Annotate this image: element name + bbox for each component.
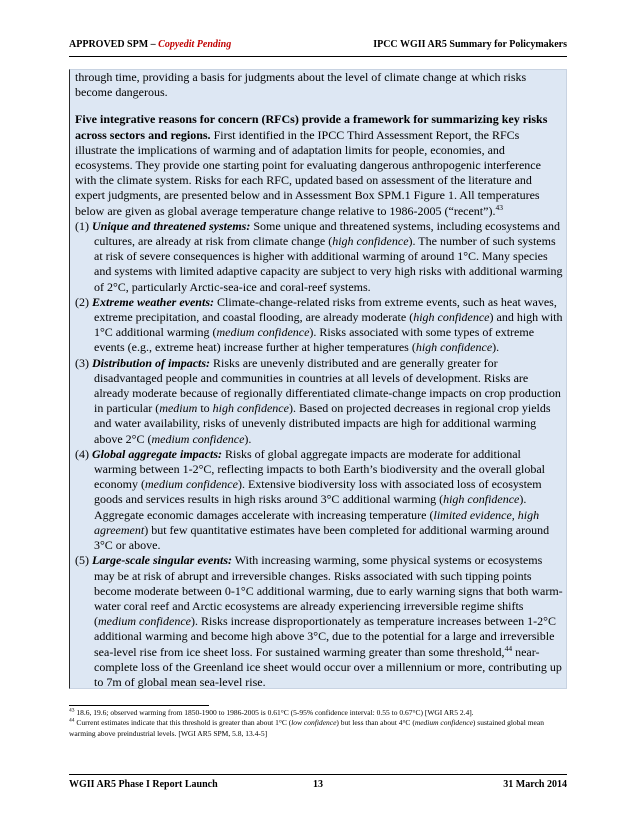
item-number: (1) xyxy=(75,218,92,233)
confidence-label: high confidence xyxy=(413,310,490,325)
rfc-item-4 xyxy=(75,447,563,553)
item-title: Global aggregate impacts: xyxy=(92,446,222,461)
footnote-ref-44[interactable]: 44 xyxy=(504,643,513,653)
confidence-label: medium xyxy=(159,401,198,416)
rfc-item-2 xyxy=(75,295,563,356)
confidence-label: limited evidence, high agreement xyxy=(94,507,540,537)
intro-continuation: through time, providing a basis for judgments about the level of climate change at which risks become dangerous. xyxy=(75,70,527,100)
confidence-label: low confidence xyxy=(291,718,337,728)
header-status xyxy=(69,39,231,50)
assessment-box-content xyxy=(75,70,563,690)
footer-event: WGII AR5 Phase I Report Launch xyxy=(69,779,218,790)
footnote-number: 44 xyxy=(69,717,75,724)
rfc-body: First identified in the IPCC Third Assessment Report, the RFCs illustrate the implications of warming and of adaptation limits for people, economies, and ecosystems. They provide one starting point for evaluating dangerous anthropogenic interference with the climate system. Risks for each RFC, updated based on assessment of the literature and expert judgments, are presented below and in Assessment Box SPM.1 Figure 1. All temperatures below are given as global average temperature change relative to 1986-2005 (“recent”). xyxy=(75,127,541,218)
item-text: ). Aggregate economic damages accelerate with increasing temperature ( xyxy=(94,492,527,522)
confidence-label: high confidence xyxy=(415,340,493,355)
confidence-label: medium confidence xyxy=(151,431,245,446)
footnote-text: ) sustained global mean warming above preindustrial levels. [WGI AR5 SPM, 5.8, 13.4-5] xyxy=(69,718,544,738)
item-number: (4) xyxy=(75,446,92,461)
footer-date: 31 March 2014 xyxy=(503,779,567,790)
rfc-item-5 xyxy=(75,553,563,690)
header-divider xyxy=(69,56,567,57)
item-text: near-complete loss of the Greenland ice sheet would occur over a millennium or more, contributing up to 7m of global mean sea-level rise. xyxy=(94,644,562,689)
footer-divider xyxy=(69,774,567,775)
rfc-heading: Five integrative reasons for concern (RFCs) provide a framework for summarizing key risks across sectors and regions. xyxy=(75,112,548,142)
item-text: Risks of global aggregate impacts are moderate for additional warming between 1-2°C, reflecting impacts to both Earth’s biodiversity and the overall global economy ( xyxy=(94,446,546,492)
rfc-paragraph xyxy=(75,112,563,218)
rfc-item-1 xyxy=(75,219,563,295)
confidence-label: high confidence xyxy=(212,401,289,416)
page-number: 13 xyxy=(313,779,323,790)
item-text: ) and high with 1°C additional warming ( xyxy=(94,310,563,340)
item-title: Large-scale singular events: xyxy=(92,553,232,568)
item-text: Risks are unevenly distributed and are generally greater for disadvantaged people and communities in countries at all levels of development. Risks are already moderate because of regionally differentiated climate-change impacts on crop production in particular ( xyxy=(94,355,561,416)
item-text: With increasing warming, some physical systems or ecosystems may be at risk of abrupt and irreversible changes. Risks associated with such tipping points become moderate between 0-1°C additional warming, due to early warning signs that both warm-water coral reef and Arctic ecosystems are already experiencing irreversible regime shifts ( xyxy=(94,553,563,629)
footnotes xyxy=(69,708,567,739)
item-text: ). Based on projected decreases in regional crop yields and water availability, risks of unevenly distributed impacts are high for additional warming above 2°C ( xyxy=(94,401,551,446)
item-text: Some unique and threatened systems, including ecosystems and cultures, are already at risk from climate change ( xyxy=(94,218,560,249)
header-copyedit-label: Copyedit Pending xyxy=(158,39,232,50)
footnote-ref-43[interactable]: 43 xyxy=(495,202,503,212)
item-text: ). xyxy=(244,431,252,446)
footnote-44 xyxy=(69,718,567,739)
item-text: ). xyxy=(492,340,500,355)
item-number: (3) xyxy=(75,355,92,370)
footnote-text: ) but less than about 4°C ( xyxy=(336,718,415,728)
item-number: (5) xyxy=(75,553,92,568)
page-header xyxy=(69,39,567,53)
confidence-label: high confidence xyxy=(332,234,409,249)
item-number: (2) xyxy=(75,294,92,309)
footnote-text: Current estimates indicate that this threshold is greater than about 1°C ( xyxy=(74,718,292,728)
footnote-divider xyxy=(69,705,209,706)
confidence-label: medium confidence xyxy=(144,477,238,492)
page-footer xyxy=(69,779,567,793)
item-text: to xyxy=(197,401,213,416)
footnote-number: 43 xyxy=(69,707,75,714)
item-text: ). Extensive biodiversity loss with associated loss of ecosystem goods and services results in high risks around 3°C additional warming ( xyxy=(94,477,542,507)
item-text: ) but few quantitative estimates have been completed for additional warming around 3°C or above. xyxy=(94,522,550,553)
footnote-text: 18.6, 19.6; observed warming from 1850-1900 to 1986-2005 is 0.61°C (5-95% confidence interval: 0.55 to 0.67°C) [WGI AR5 2.4]. xyxy=(74,708,474,717)
item-text: ). The number of such systems at risk of severe consequences is higher with additional warming of around 1°C. Many species and systems with limited adaptive capacity are subject to very high risks with additional warming of 2°C, particularly Arctic-sea-ice and coral-reef systems. xyxy=(94,234,563,294)
item-title: Unique and threatened systems: xyxy=(92,218,251,233)
confidence-label: medium confidence xyxy=(98,614,191,629)
item-text: Climate-change-related risks from extreme events, such as heat waves, extreme precipitation, and coastal flooding, are already moderate ( xyxy=(94,294,557,325)
item-title: Extreme weather events: xyxy=(92,294,214,309)
confidence-label: medium confidence xyxy=(414,718,473,728)
confidence-label: medium confidence xyxy=(216,325,310,340)
header-approved-label: APPROVED SPM – xyxy=(69,39,159,50)
item-text: ). Risks associated with some types of extreme events (e.g., extreme heat) increase further at higher temperatures ( xyxy=(94,325,535,355)
confidence-label: high confidence xyxy=(443,492,520,507)
header-report-title: IPCC WGII AR5 Summary for Policymakers xyxy=(373,39,567,50)
footnote-43 xyxy=(69,708,567,718)
rfc-item-3 xyxy=(75,356,563,447)
item-title: Distribution of impacts: xyxy=(92,355,211,370)
item-text: ). Risks increase disproportionately as temperature increases between 1-2°C additional warming and become high above 3°C, due to the potential for a large and irreversible sea-level rise from ice sheet loss. For sustained warming greater than some threshold, xyxy=(94,614,556,659)
